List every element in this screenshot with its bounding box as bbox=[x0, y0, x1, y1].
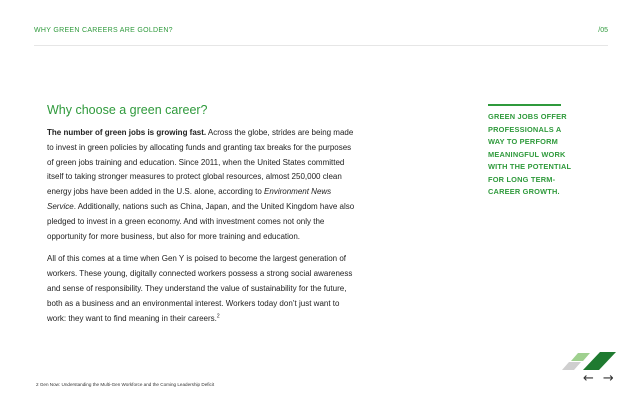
source-citation: Environment News Service bbox=[47, 187, 332, 211]
paragraph-2 bbox=[47, 252, 359, 326]
body-text bbox=[47, 126, 359, 334]
section-title: WHY GREEN CAREERS ARE GOLDEN? bbox=[34, 27, 173, 34]
arrow-left-icon[interactable]: ← bbox=[583, 371, 594, 386]
paragraph-1 bbox=[47, 126, 359, 244]
callout-rule bbox=[488, 104, 561, 106]
page-number: /05 bbox=[598, 27, 608, 34]
paragraph-lead: The number of green jobs is growing fast. bbox=[47, 128, 207, 137]
arrow-right-icon[interactable]: → bbox=[602, 371, 614, 386]
footnote-reference: 2 bbox=[216, 312, 220, 319]
page-navigation bbox=[583, 372, 614, 385]
page-heading: Why choose a green career? bbox=[47, 103, 208, 117]
decorative-stripes-icon bbox=[562, 349, 616, 371]
paragraph-text: Across the globe, strides are being made to invest in green policies by allocating funds and granting tax breaks for the purposes of green jobs training and education. Since 2011, when the United States committed itself to taking stronger measures to protect global resources, almost 250,000 clean energy jobs have been added in the U.S. alone, according to bbox=[47, 128, 354, 197]
paragraph-text: . Additionally, nations such as China, Japan, and the United Kingdom have also pledged to invest in a green economy. And with investment comes not only the opportunity for more business, but also for more training and education. bbox=[47, 201, 355, 241]
pull-quote: GREEN JOBS OFFER PROFESSIONALS A WAY TO PERFORM MEANINGFUL WORK WITH THE POTENTIAL FOR LONG TERM- CAREER GROWTH. bbox=[488, 112, 572, 196]
paragraph-text: All of this comes at a time when Gen Y is poised to become the largest generation of workers. These young, digitally connected workers possess a strong social awareness and sense of responsibility. They understand the value of sustainability for the future, both as a business and an environmental interest. Workers today don’t just want to work: they want to find meaning in their careers. bbox=[47, 254, 353, 323]
header-divider bbox=[34, 45, 608, 46]
footnote: 2 Gen Now: Understanding the Multi-Gen Workforce and the Coming Leadership Deficit bbox=[36, 382, 215, 387]
